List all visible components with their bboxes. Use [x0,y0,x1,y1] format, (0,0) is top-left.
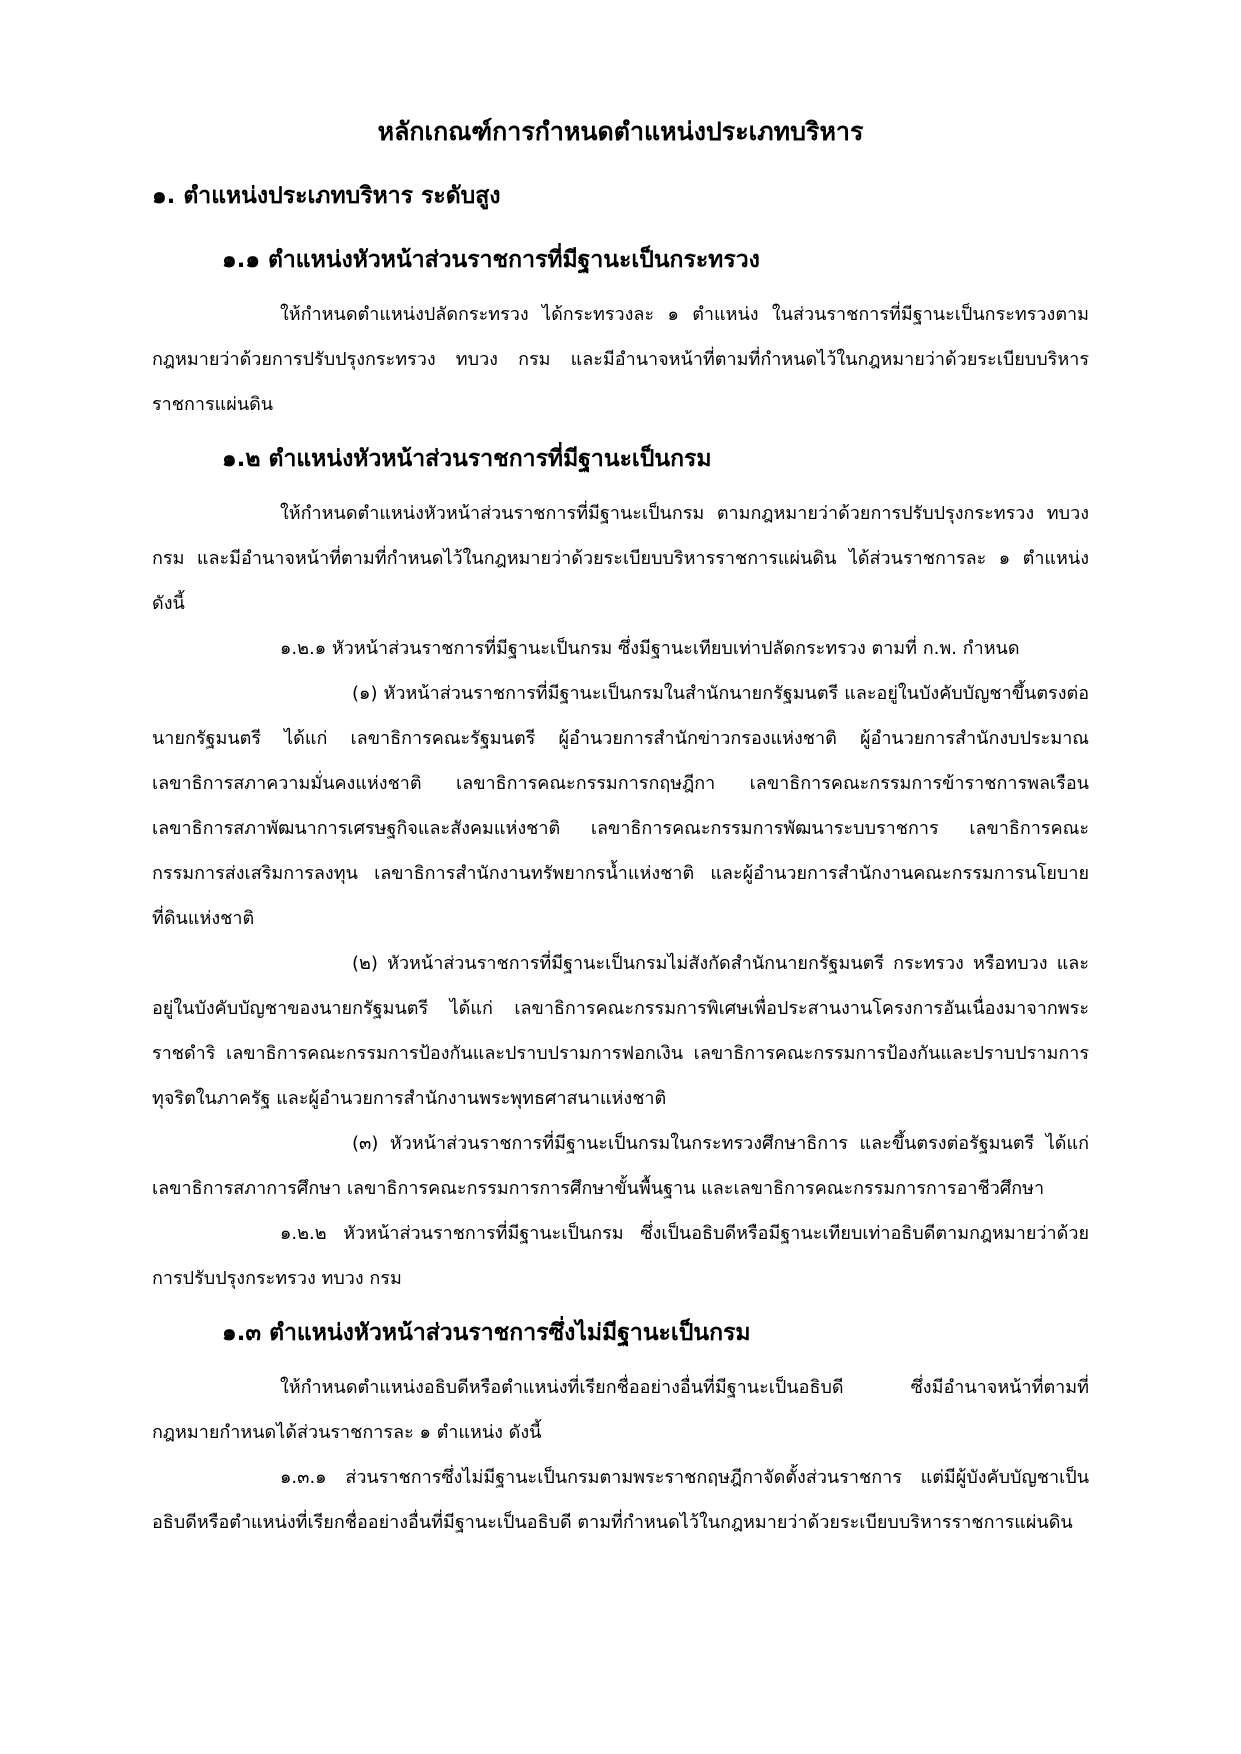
section-1-2-heading: ๑.๒ ตำแหน่งหัวหน้าส่วนราชการที่มีฐานะเป็นกรม [222,446,712,472]
section-1-2-body: ให้กำหนดตำแหน่งหัวหน้าส่วนราชการที่มีฐานะเป็นกรม ตามกฎหมายว่าด้วยการปรับปรุงกระทรวง ทบวง กรม และมีอำนาจหน้าที่ตามที่กำหนดไว้ในกฎหมายว่าด้วยระเบียบบริหารราชการแผ่นดิน ได้ส่วนราชการละ ๑ ตำแหน่ง ดังนี้ [152,503,1089,614]
document-title: หลักเกณฑ์การกำหนดตำแหน่งประเภทบริหาร [377,117,864,146]
section-1-2-1-item-1: (๑) หัวหน้าส่วนราชการที่มีฐานะเป็นกรมในสำนักนายกรัฐมนตรี และอยู่ในบังคับบัญชาขึ้นตรงต่อนายกรัฐมนตรี ได้แก่ เลขาธิการคณะรัฐมนตรี ผู้อำนวยการสำนักข่าวกรองแห่งชาติ ผู้อำนวยการสำนักงบประมาณ เลขาธิการสภาความมั่นคงแห่งชาติ เลขาธิการคณะกรรมการกฤษฎีกา เลขาธิการคณะกรรมการข้าราชการพลเรือน เลขาธิการสภาพัฒนาการเศรษฐกิจและสังคมแห่งชาติ เลขาธิการคณะกรรมการพัฒนาระบบราชการ เลขาธิการคณะกรรมการส่งเสริมการลงทุน เลขาธิการสำนักงานทรัพยากรน้ำแห่งชาติ และผู้อำนวยการสำนักงานคณะกรรมการนโยบายที่ดินแห่งชาติ [152,683,1089,929]
section-1-2-1-paragraph: ๑.๒.๑ หัวหน้าส่วนราชการที่มีฐานะเป็นกรม ซึ่งมีฐานะเทียบเท่าปลัดกระทรวง ตามที่ ก.พ. กำหนด [280,638,1020,659]
section-1-2-2-paragraph: ๑.๒.๒ หัวหน้าส่วนราชการที่มีฐานะเป็นกรม ซึ่งเป็นอธิบดีหรือมีฐานะเทียบเท่าอธิบดีตามกฎหมายว่าด้วยการปรับปรุงกระทรวง ทบวง กรม [152,1223,1089,1289]
section-1-3-1-paragraph: ๑.๓.๑ ส่วนราชการซึ่งไม่มีฐานะเป็นกรมตามพระราชกฤษฎีกาจัดตั้งส่วนราชการ แต่มีผู้บังคับบัญชาเป็นอธิบดีหรือตำแหน่งที่เรียกชื่ออย่างอื่นที่มีฐานะเป็นอธิบดี ตามที่กำหนดไว้ในกฎหมายว่าด้วยระเบียบบริหารราชการแผ่นดิน [152,1467,1089,1533]
section-1-2-1-item-3: (๓) หัวหน้าส่วนราชการที่มีฐานะเป็นกรมในกระทรวงศึกษาธิการ และขึ้นตรงต่อรัฐมนตรี ได้แก่ เลขาธิการสภาการศึกษา เลขาธิการคณะกรรมการการศึกษาขั้นพื้นฐาน และเลขาธิการคณะกรรมการการอาชีวศึกษา [152,1133,1089,1199]
section-1-heading: ๑. ตำแหน่งประเภทบริหาร ระดับสูง [152,183,501,209]
section-1-3-heading: ๑.๓ ตำแหน่งหัวหน้าส่วนราชการซึ่งไม่มีฐานะเป็นกรม [222,1320,751,1346]
section-1-1-heading: ๑.๑ ตำแหน่งหัวหน้าส่วนราชการที่มีฐานะเป็นกระทรวง [222,247,760,273]
section-1-2-1-item-2: (๒) หัวหน้าส่วนราชการที่มีฐานะเป็นกรมไม่สังกัดสำนักนายกรัฐมนตรี กระทรวง หรือทบวง และอยู่ในบังคับบัญชาของนายกรัฐมนตรี ได้แก่ เลขาธิการคณะกรรมการพิเศษเพื่อประสานงานโครงการอันเนื่องมาจากพระราชดำริ เลขาธิการคณะกรรมการป้องกันและปราบปรามการฟอกเงิน เลขาธิการคณะกรรมการป้องกันและปราบปรามการทุจริตในภาครัฐ และผู้อำนวยการสำนักงานพระพุทธศาสนาแห่งชาติ [152,953,1089,1109]
section-1-1-body: ให้กำหนดตำแหน่งปลัดกระทรวง ได้กระทรวงละ ๑ ตำแหน่ง ในส่วนราชการที่มีฐานะเป็นกระทรวงตามกฎหมายว่าด้วยการปรับปรุงกระทรวง ทบวง กรม และมีอำนาจหน้าที่ตามที่กำหนดไว้ในกฎหมายว่าด้วยระเบียบบริหารราชการแผ่นดิน [152,304,1089,415]
section-1-3-body: ให้กำหนดตำแหน่งอธิบดีหรือตำแหน่งที่เรียกชื่ออย่างอื่นที่มีฐานะเป็นอธิบดี ซึ่งมีอำนาจหน้าที่ตามที่กฎหมายกำหนดได้ส่วนราชการละ ๑ ตำแหน่ง ดังนี้ [152,1377,1089,1443]
